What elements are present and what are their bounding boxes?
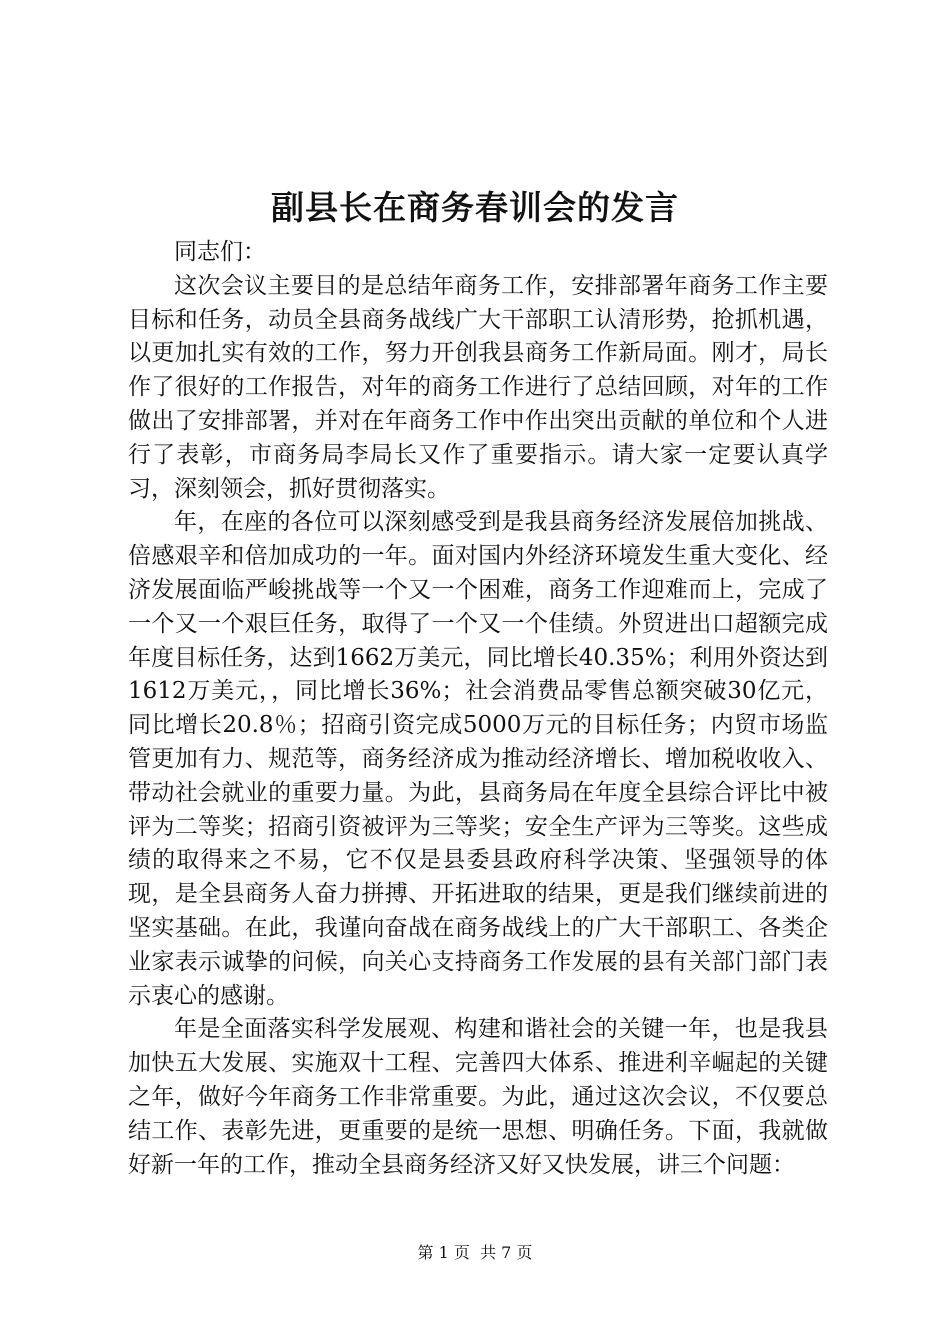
salutation: 同志们： bbox=[174, 239, 266, 265]
document-title: 副县长在商务春训会的发言 bbox=[271, 188, 679, 227]
document-body bbox=[128, 236, 828, 1182]
paragraph: 年是全面落实科学发展观、构建和谐社会的关键一年，也是我县加快五大发展、实施双十工程、完善四大体系、推进利辛崛起的关键之年，做好今年商务工作非常重要。为此，通过这次会议，不仅要总结工作、表彰先进，更重要的是统一思想、明确任务。下面，我就做好新一年的工作，推动全县商务经济又好又快发展，讲三个问题： bbox=[128, 1016, 828, 1178]
page-footer bbox=[0, 1241, 950, 1265]
page-number: 第 1 页 共 7 页 bbox=[417, 1243, 533, 1262]
paragraph: 这次会议主要目的是总结年商务工作，安排部署年商务工作主要目标和任务，动员全县商务战线广大干部职工认清形势，抢抓机遇，以更加扎实有效的工作，努力开创我县商务工作新局面。刚才，局长作了很好的工作报告，对年的商务工作进行了总结回顾，对年的工作做出了安排部署，并对在年商务工作中作出突出贡献的单位和个人进行了表彰，市商务局李局长又作了重要指示。请大家一定要认真学习，深刻领会，抓好贯彻落实。 bbox=[128, 272, 828, 502]
paragraph: 年，在座的各位可以深刻感受到是我县商务经济发展倍加挑战、倍感艰辛和倍加成功的一年。面对国内外经济环境发生重大变化、经济发展面临严峻挑战等一个又一个困难，商务工作迎难而上，完成了一个又一个艰巨任务，取得了一个又一个佳绩。外贸进出口超额完成年度目标任务，达到1662万美元，同比增长40.35%；利用外资达到1612万美元，，同比增长36%；社会消费品零售总额突破30亿元，同比增长20.8％；招商引资完成5000万元的目标任务；内贸市场监管更加有力、规范等，商务经济成为推动经济增长、增加税收收入、带动社会就业的重要力量。为此，县商务局在年度全县综合评比中被评为二等奖；招商引资被评为三等奖；安全生产评为三等奖。这些成绩的取得来之不易，它不仅是县委县政府科学决策、坚强领导的体现，是全县商务人奋力拼搏、开拓进取的结果，更是我们继续前进的坚实基础。在此，我谨向奋战在商务战线上的广大干部职工、各类企业家表示诚挚的问候，向关心支持商务工作发展的县有关部门部门表示衷心的感谢。 bbox=[128, 509, 828, 1009]
